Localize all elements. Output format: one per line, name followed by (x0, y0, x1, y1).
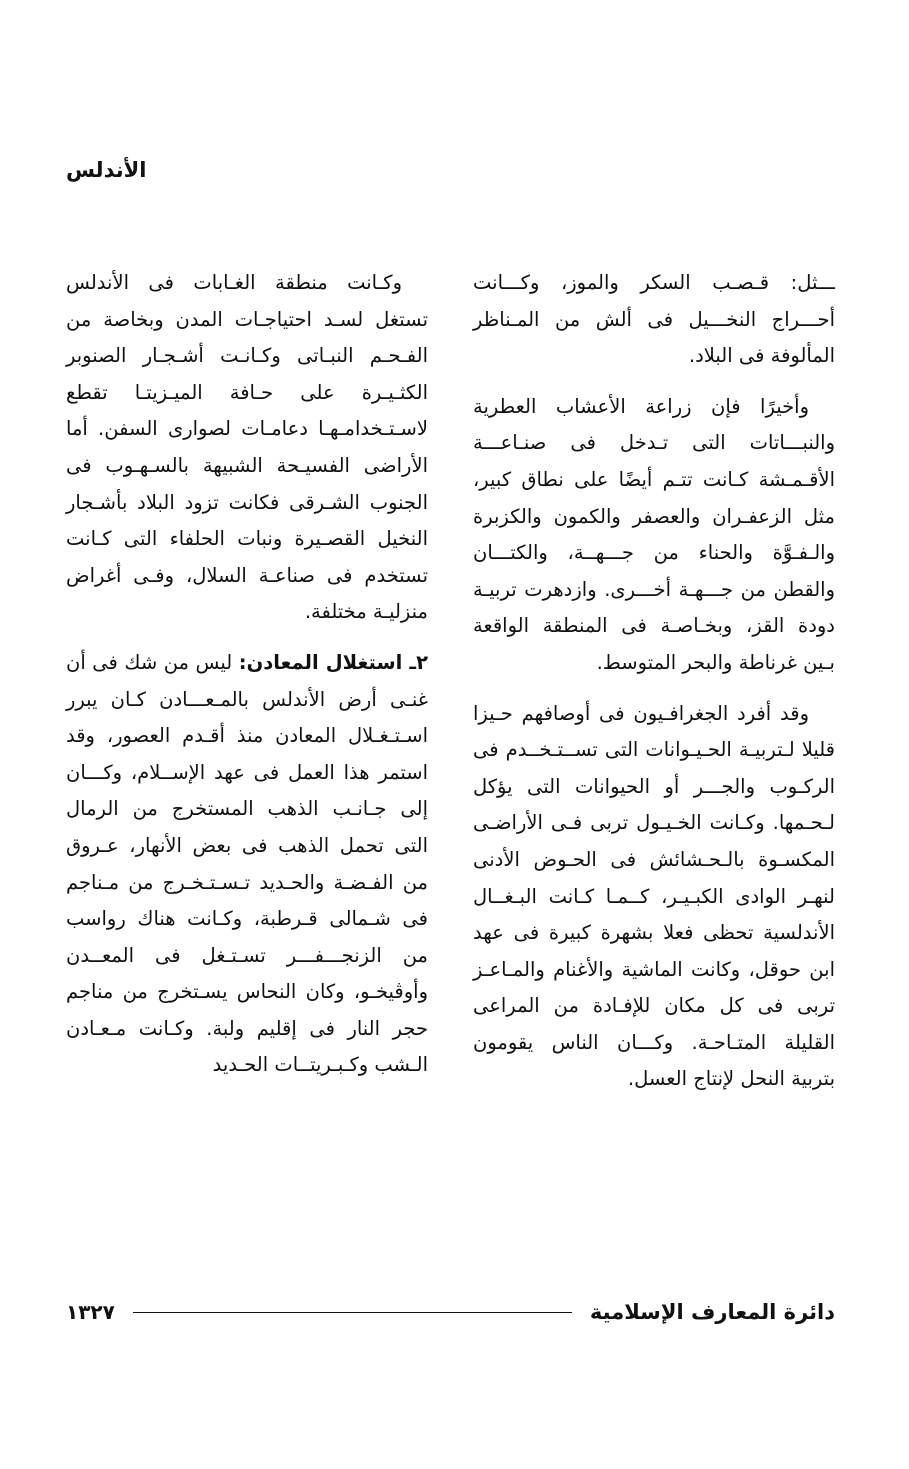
running-title: الأندلس (66, 158, 147, 182)
page-footer (66, 1292, 835, 1332)
page-number: ١٣٢٧ (66, 1300, 115, 1324)
right-column (473, 265, 835, 1112)
section-heading-minerals: ٢ـ استغلال المعادن: (238, 650, 429, 674)
section-body-minerals: ليس من شك فى أن غنـى أرض الأندلس بالمـعـــادن كـان يبرر اسـتـغـلال المعادن منذ أقـدم العصور، وقد استمر هذا العمل فى عهد الإســلام، وكـــان إلى جـانـب الذهب المستخرج من الرمال التى تحمل الذهب فى بعض الأنهار، عـروق من الفـضـة والحـديد تـسـتـخـرج من مـناجم فى شـمالى قـرطبة، وكـانت هناك رواسب من الزنجـــفـــر تسـتـغل فى المعــدن وأوڤيخـو، وكان النحاس يسـتخرج من مناجم حجر النار فى إقليم ولبة. وكـانت مـعـادن الـشب وكـبـريتــات الحـديد (66, 650, 428, 1077)
footer-rule (133, 1312, 572, 1313)
right-column-paragraph-3: وقد أفرد الجغرافـيون فى أوصافهم حـيزا قليلا لـتربيـة الحـيـوانات التى تســتـخــدم فى الركـوب والجـــر أو الحيوانات التى يؤكل لـحـمها. وكـانت الخـيـول تربى فـى الأراضـى المكسـوة بالـحـشائش فى الحـوض الأدنى لنهـر الوادى الكبـيـر، كــمـا كـانت البـغــال الأندلسية تحظى فعلا بشهرة كبيرة فى عهد ابن حوقل، وكانت الماشية والأغنام والمـاعـز تربى فى كل مكان للإفـادة من المراعى القليلة المتـاحـة. وكـــان الناس يقومون بتربية النحل لإنتاج العسل. (473, 701, 835, 1091)
left-column-paragraph-1: وكـانت منطقة الغـابات فى الأندلس تستغل لسـد احتياجـات المدن وبخاصة من الفـحـم النبـاتى وكـانـت أشـجـار الصنوبر الكثـيـرة على حـافة الميـزيتـا تقطع لاسـتـخدامـهـا دعامـات لصوارى السفن. أما الأراضى الفسيـحة الشبيهة بالسـهـوب فى الجنوب الشـرقى فكانت تزود البلاد بأشـجار النخيل القصـيرة ونبات الحلفاء التى كـانت تستخدم فى صناعـة السلال، وفـى أغراض منزليـة مختلفة. (66, 271, 428, 624)
left-column-paragraph-2 (66, 645, 428, 1084)
footer-title: دائرة المعارف الإسلامية (589, 1300, 835, 1324)
right-column-paragraph-2: وأخيرًا فإن زراعة الأعشاب العطرية والنبـــاتات التى تـدخل فى صنـاعـــة الأقـمـشة كـانت تتـم أيضًا على نطاق كبير، مثل الزعفـران والعصفر والكمون والكزبرة والـفـوَّة والحناء من جـــهــة، والكتـــان والقطن من جـــهـة أخـــرى. وازدهرت تربيـة دودة القز، وبخـاصـة فى المنطقة الواقعة بـين غرناطة والبحر المتوسط. (473, 394, 835, 674)
right-column-paragraph-1: ـــثل: قـصـب السكر والموز، وكـــانت أحـــراج النخـــيل فى ألش من المـناظر المألوفة فى البلاد. (473, 271, 835, 368)
left-column (66, 265, 428, 1098)
